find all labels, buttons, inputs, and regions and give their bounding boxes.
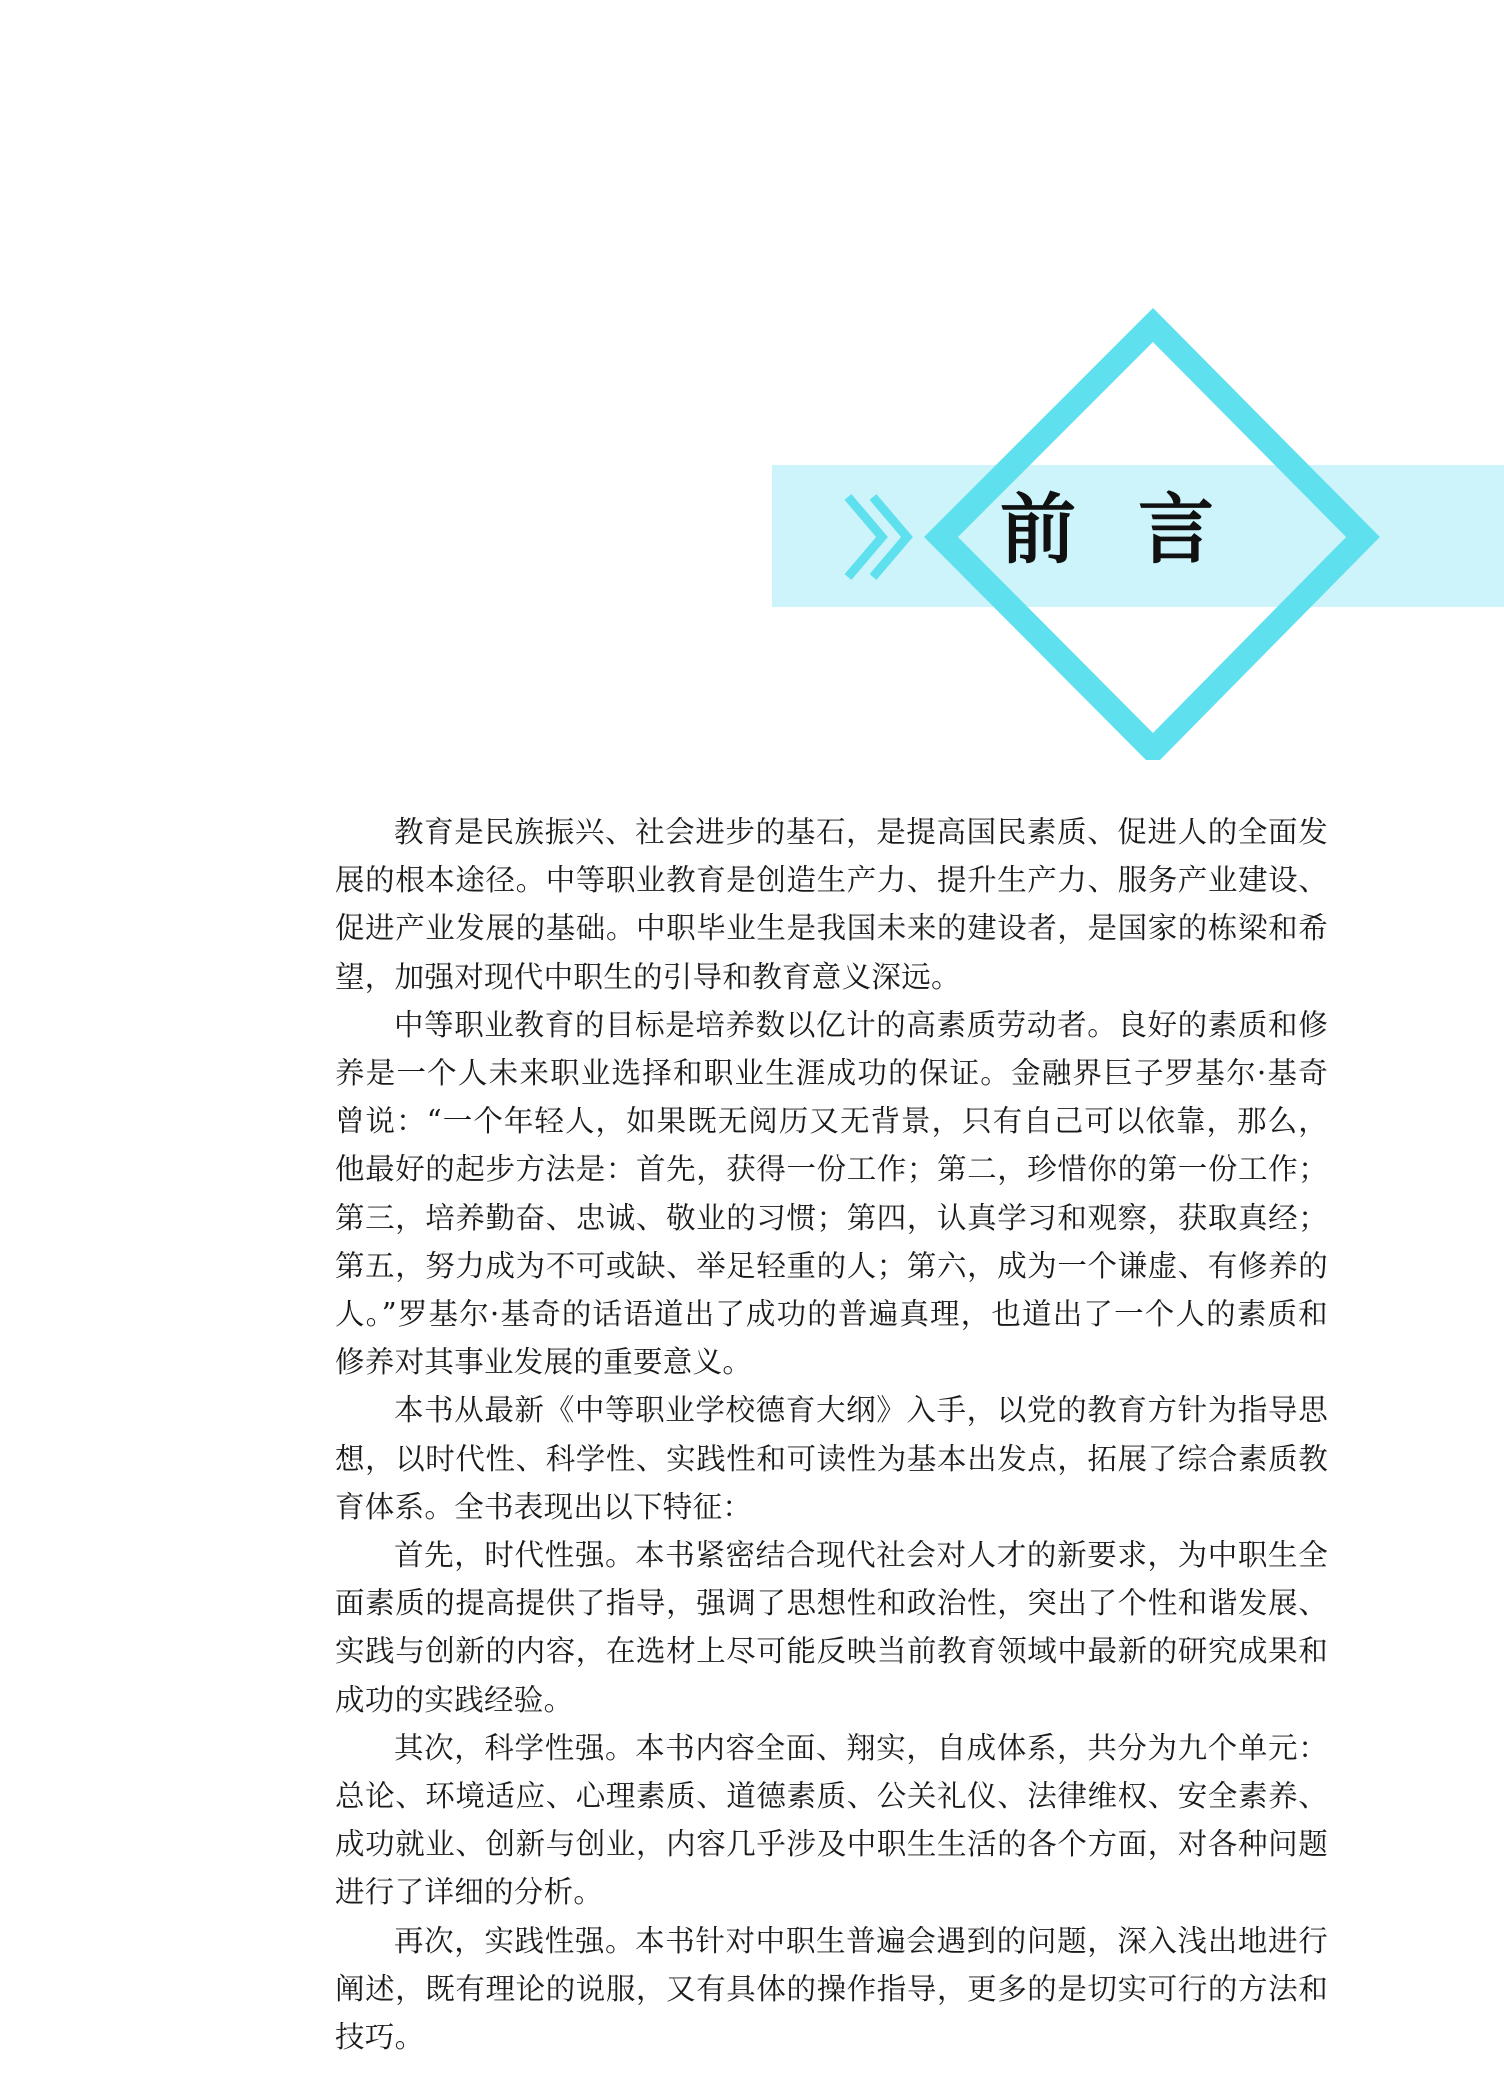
preface-body <box>335 808 1328 2061</box>
paragraph: 首先，时代性强。本书紧密结合现代社会对人才的新要求，为中职生全面素质的提高提供了指导，强调了思想性和政治性，突出了个性和谐发展、实践与创新的内容，在选材上尽可能反映当前教育领域中最新的研究成果和成功的实践经验。 <box>335 1538 1328 1717</box>
paragraph: 教育是民族振兴、社会进步的基石，是提高国民素质、促进人的全面发展的根本途径。中等职业教育是创造生产力、提升生产力、服务产业建设、促进产业发展的基础。中职毕业生是我国未来的建设者，是国家的栋梁和希望，加强对现代中职生的引导和教育意义深远。 <box>335 815 1328 994</box>
header-graphic <box>0 0 1504 760</box>
paragraph: 本书从最新《中等职业学校德育大纲》入手，以党的教育方针为指导思想，以时代性、科学性、实践性和可读性为基本出发点，拓展了综合素质教育体系。全书表现出以下特征： <box>335 1393 1328 1524</box>
paragraph: 中等职业教育的目标是培养数以亿计的高素质劳动者。良好的素质和修养是一个人未来职业选择和职业生涯成功的保证。金融界巨子罗基尔·基奇曾说：“一个年轻人，如果既无阅历又无背景，只有自己可以依靠，那么，他最好的起步方法是：首先，获得一份工作；第二，珍惜你的第一份工作；第三，培养勤奋、忠诚、敬业的习惯；第四，认真学习和观察，获取真经；第五，努力成为不可或缺、举足轻重的人；第六，成为一个谦虚、有修养的人。”罗基尔·基奇的话语道出了成功的普遍真理，也道出了一个人的素质和修养对其事业发展的重要意义。 <box>335 1007 1328 1380</box>
page-title: 前言 <box>1000 485 1276 574</box>
paragraph: 再次，实践性强。本书针对中职生普遍会遇到的问题，深入浅出地进行阐述，既有理论的说服，又有具体的操作指导，更多的是切实可行的方法和技巧。 <box>335 1923 1328 2055</box>
paragraph: 其次，科学性强。本书内容全面、翔实，自成体系，共分为九个单元：总论、环境适应、心理素质、道德素质、公关礼仪、法律维权、安全素养、成功就业、创新与创业，内容几乎涉及中职生生活的各个方面，对各种问题进行了详细的分析。 <box>335 1730 1328 1910</box>
